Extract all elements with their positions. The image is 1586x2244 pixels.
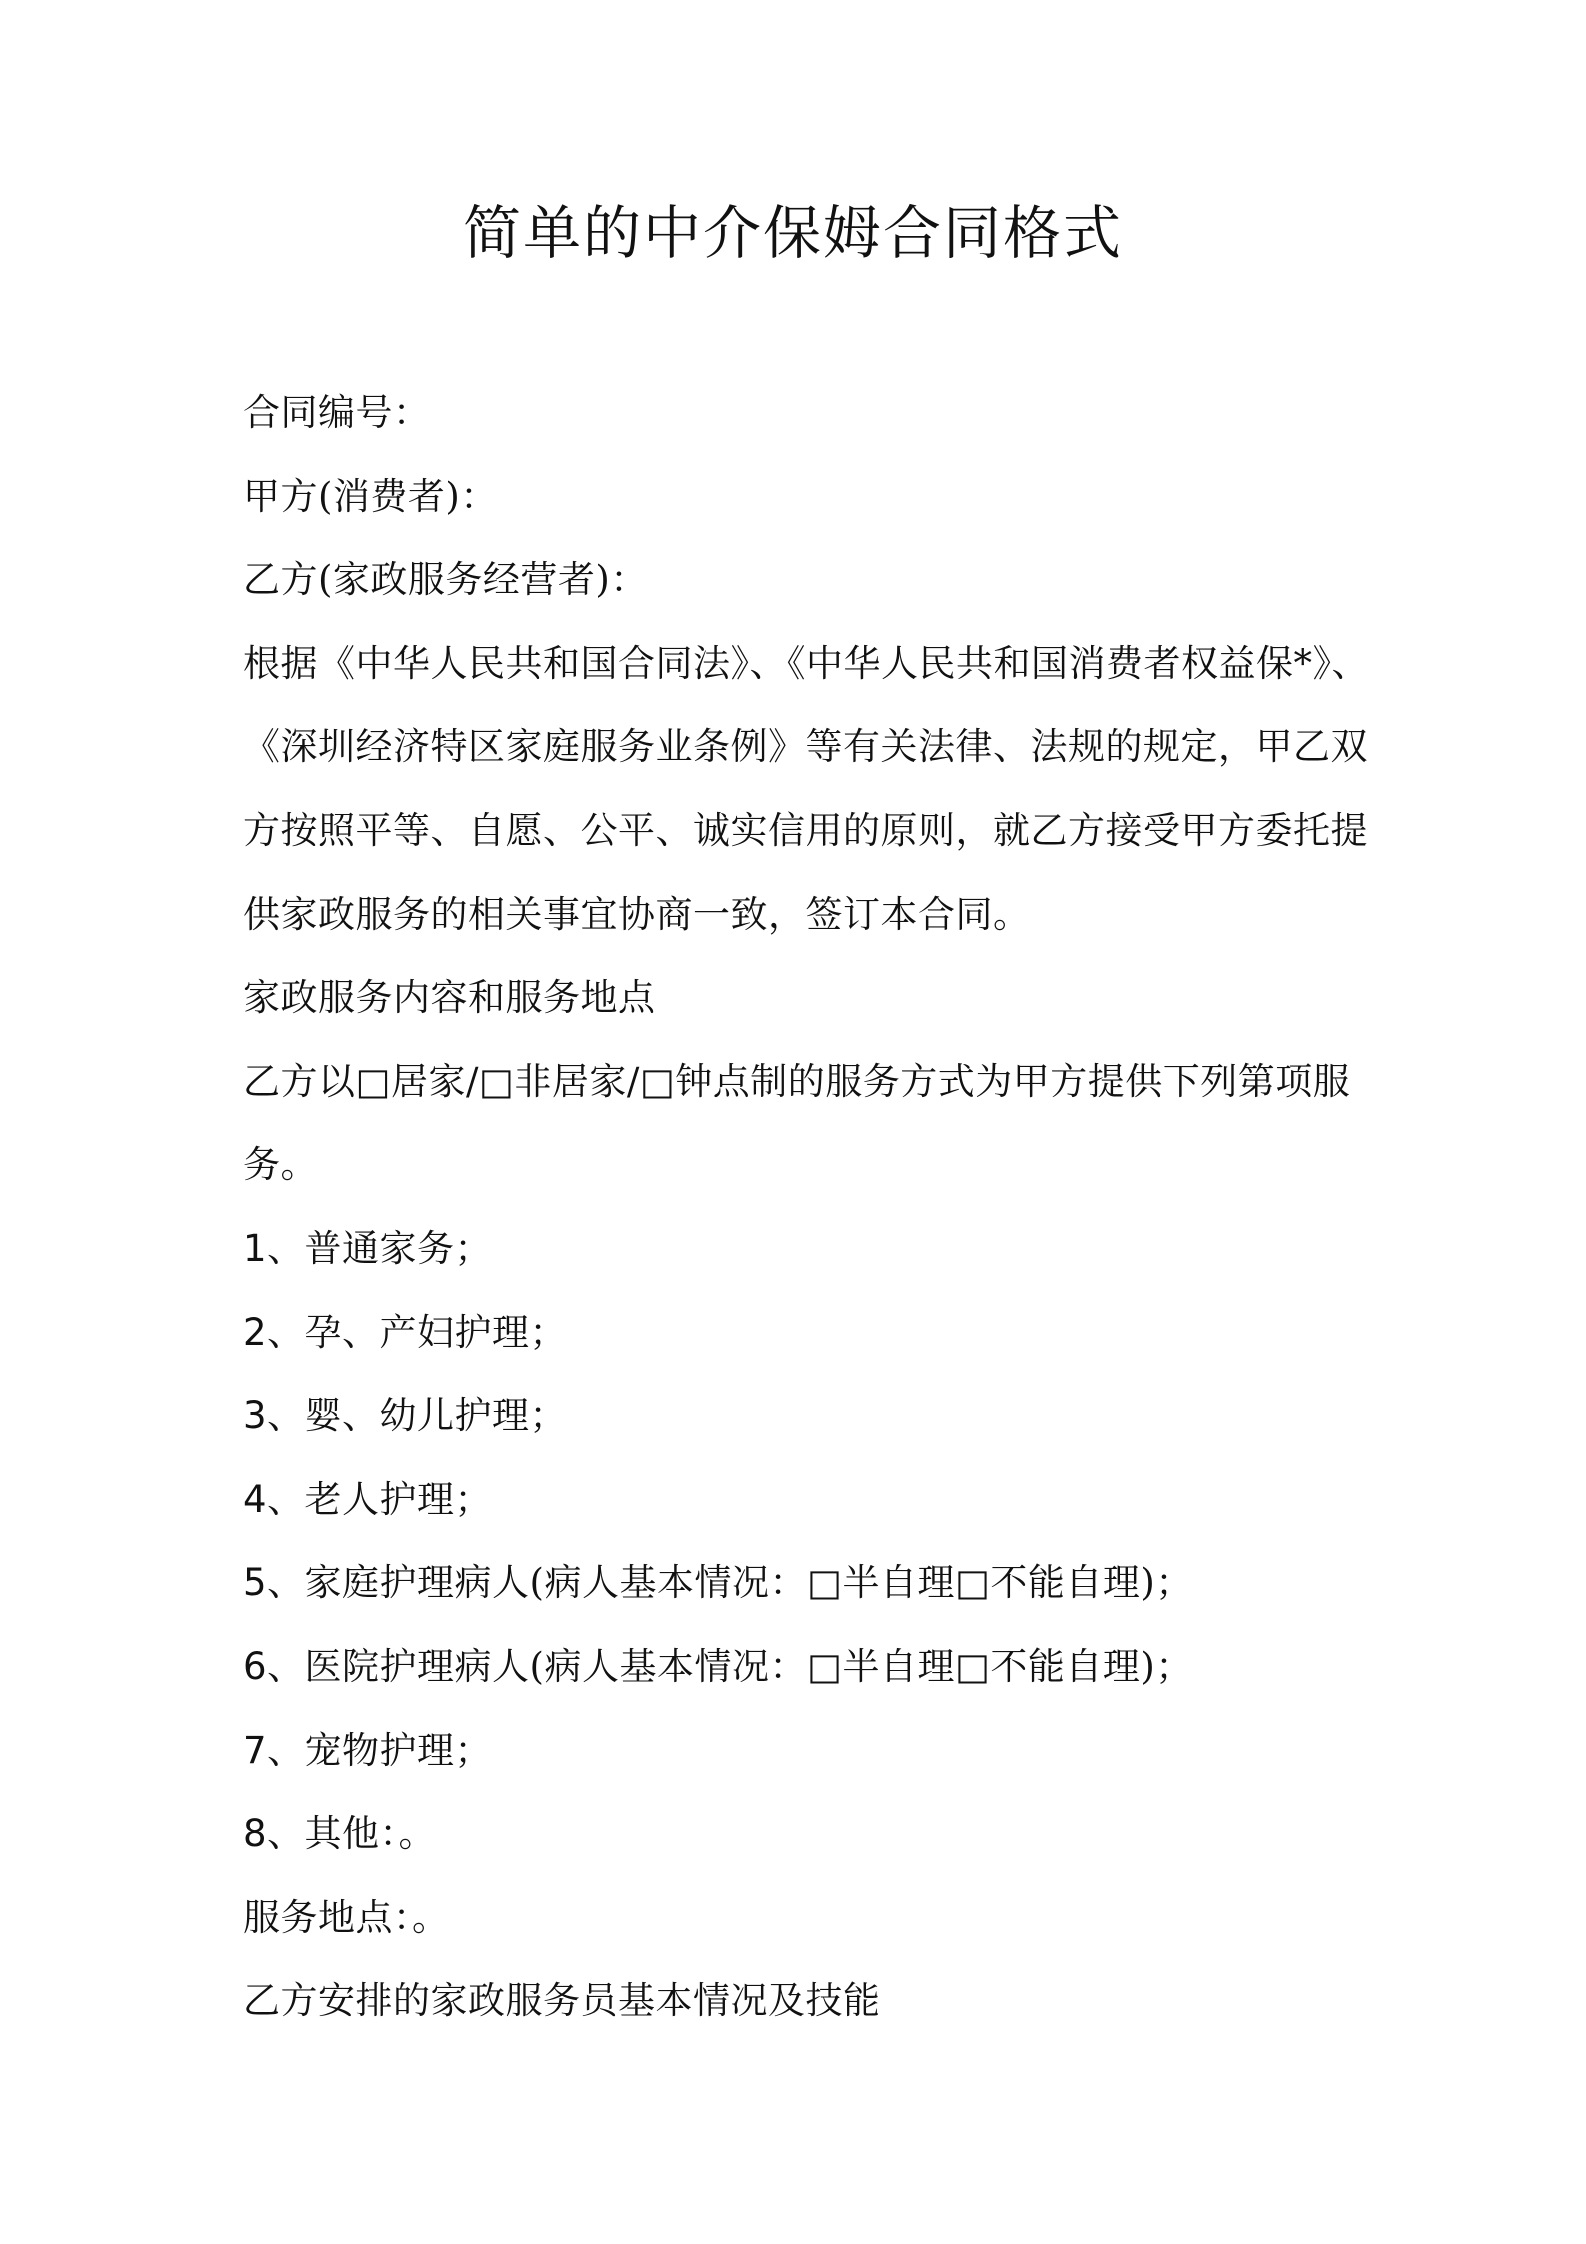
service-item-number: 1: [243, 1226, 268, 1270]
party-a-label: 甲方(消费者)：: [243, 474, 498, 518]
service-item: [243, 1207, 1363, 1291]
service-item-number: 5: [243, 1561, 268, 1605]
service-mode-line: 务。: [243, 1143, 318, 1187]
service-item: [243, 1374, 1363, 1458]
service-item-number: 7: [243, 1728, 268, 1772]
section-heading-service-content: 家政服务内容和服务地点: [243, 976, 656, 1020]
preamble-line: 供家政服务的相关事宜协商一致，签订本合同。: [243, 892, 1031, 936]
preamble-line: 《深圳经济特区家庭服务业条例》等有关法律、法规的规定，甲乙双: [243, 725, 1368, 769]
service-item-text: 、医院护理病人(病人基本情况：□半自理□不能自理)；: [267, 1644, 1193, 1688]
service-item: [243, 1625, 1363, 1709]
services-list: [243, 1207, 1363, 1876]
service-item: [243, 1291, 1363, 1375]
service-mode-line: 乙方以□居家/□非居家/□钟点制的服务方式为甲方提供下列第项服: [243, 1059, 1351, 1103]
service-item: [243, 1792, 1363, 1876]
service-item-number: 8: [243, 1812, 268, 1856]
service-item: [243, 1541, 1363, 1625]
service-item-text: 、普通家务；: [267, 1226, 493, 1270]
service-item-text: 、宠物护理；: [267, 1728, 493, 1772]
service-mode-paragraph: [243, 1040, 1363, 1207]
service-item-text: 、孕、产妇护理；: [267, 1310, 568, 1354]
document-body: [243, 371, 1369, 2043]
contract-number-label: 合同编号：: [243, 391, 431, 434]
section-heading-staff-info: 乙方安排的家政服务员基本情况及技能: [243, 1979, 881, 2023]
service-item-number: 2: [243, 1310, 268, 1354]
service-item: [243, 1709, 1363, 1793]
document-title: 简单的中介保姆合同格式: [462, 199, 1123, 267]
service-location-label: 服务地点：。: [243, 1895, 450, 1939]
preamble-line: 根据《中华人民共和国合同法》、《中华人民共和国消费者权益保*》、: [243, 641, 1369, 685]
service-item-text: 、其他：。: [267, 1812, 437, 1856]
service-item-number: 6: [243, 1644, 268, 1688]
service-item: [243, 1458, 1363, 1542]
service-item-text: 、婴、幼儿护理；: [267, 1394, 568, 1438]
service-item-text: 、老人护理；: [267, 1477, 493, 1521]
party-b-label: 乙方(家政服务经营者)：: [243, 558, 648, 602]
service-item-number: 4: [243, 1477, 268, 1521]
preamble-line: 方按照平等、自愿、公平、诚实信用的原则，就乙方接受甲方委托提: [243, 808, 1368, 852]
service-item-number: 3: [243, 1394, 268, 1438]
preamble-paragraph: [243, 622, 1369, 956]
service-item-text: 、家庭护理病人(病人基本情况：□半自理□不能自理)；: [267, 1561, 1193, 1605]
